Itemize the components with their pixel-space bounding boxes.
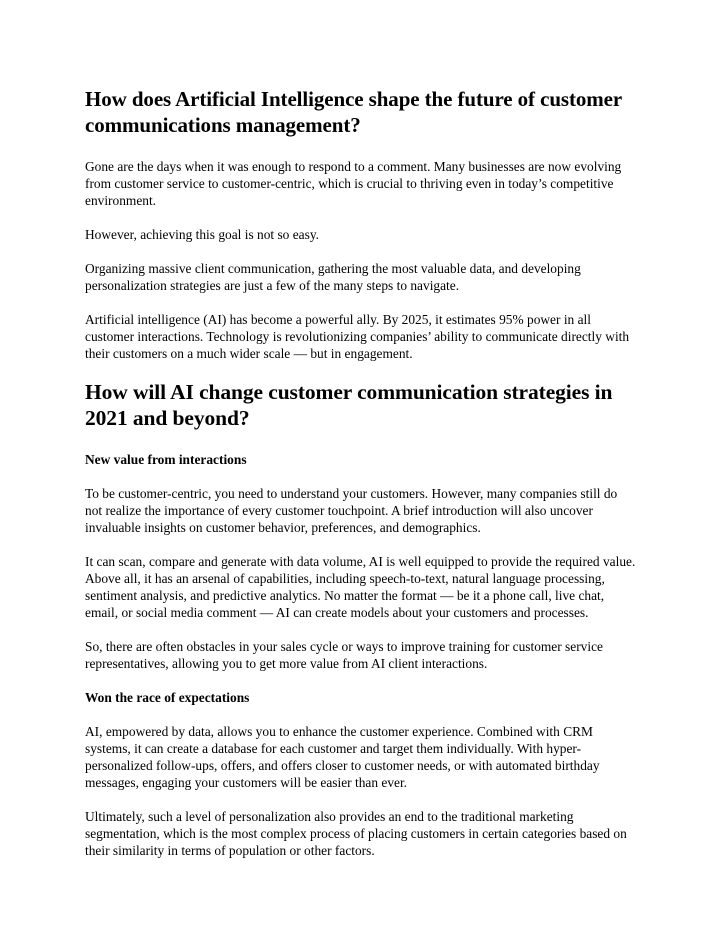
value-paragraph-1: To be customer-centric, you need to understand your customers. However, many companies still do not realize the importance of every customer touchpoint. A brief introduction will also uncover invaluable insights on customer behavior, preferences, and demographics.: [85, 486, 618, 535]
main-heading: How does Artificial Intelligence shape the future of customer communications management?: [85, 87, 622, 137]
subheading-expectations: Won the race of expectations: [85, 690, 250, 705]
document-page: [85, 86, 637, 876]
subheading-new-value: New value from interactions: [85, 452, 247, 467]
value-paragraph-2: It can scan, compare and generate with data volume, AI is well equipped to provide the required value. Above all, it has an arsenal of capabilities, including speech-to-text, natural language processing, sentiment analysis, and predictive analytics. No matter the format — be it a phone call, live chat, email, or social media comment — AI can create models about your customers and processes.: [85, 554, 636, 620]
intro-paragraph-4: Artificial intelligence (AI) has become a powerful ally. By 2025, it estimates 95% power in all customer interactions. Technology is revolutionizing companies’ ability to communicate directly with their customers on a much wider scale — but in engagement.: [85, 312, 630, 361]
expectations-paragraph-2: Ultimately, such a level of personalization also provides an end to the traditional marketing segmentation, which is the most complex process of placing customers in certain categories based on their similarity in terms of population or other factors.: [85, 809, 627, 858]
expectations-paragraph-1: AI, empowered by data, allows you to enhance the customer experience. Combined with CRM systems, it can create a database for each customer and target them individually. With hyper-personalized follow-ups, offers, and offers closer to customer needs, or with automated birthday messages, engaging your customers will be easier than ever.: [85, 724, 600, 790]
intro-paragraph-3: Organizing massive client communication, gathering the most valuable data, and developing personalization strategies are just a few of the many steps to navigate.: [85, 261, 581, 293]
value-paragraph-3: So, there are often obstacles in your sales cycle or ways to improve training for customer service representatives, allowing you to get more value from AI client interactions.: [85, 639, 603, 671]
intro-paragraph-2: However, achieving this goal is not so easy.: [85, 227, 319, 242]
section-heading: How will AI change customer communication strategies in 2021 and beyond?: [85, 380, 613, 430]
intro-paragraph-1: Gone are the days when it was enough to respond to a comment. Many businesses are now evolving from customer service to customer-centric, which is crucial to thriving even in today’s competitive environment.: [85, 159, 622, 208]
